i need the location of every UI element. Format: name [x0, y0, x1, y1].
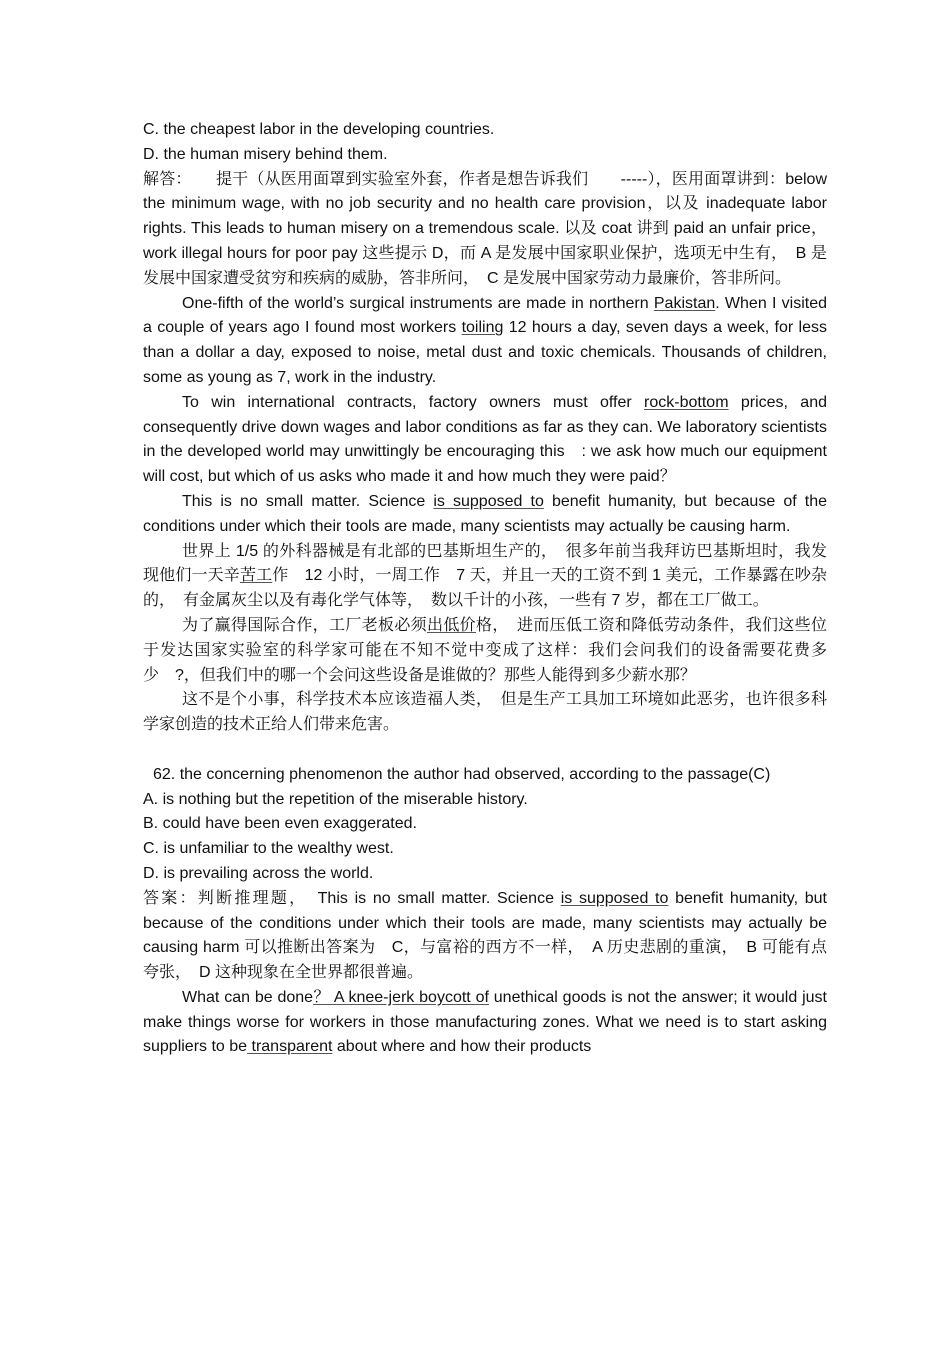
- option-d-prev: D. the human misery behind them.: [143, 145, 388, 163]
- underlined-transparent: transparent: [247, 1038, 333, 1056]
- question-62: 62. the concerning phenomenon the author had observed, according to the passage(C): [153, 765, 771, 783]
- underlined-knee-jerk-boycott: ？ A knee-jerk boycott of: [313, 988, 489, 1006]
- option-a-62: A. is nothing but the repetition of the miserable history.: [143, 790, 528, 808]
- option-c-62: C. is unfamiliar to the wealthy west.: [143, 840, 394, 858]
- passage-paragraph-2: To win international contracts, factory owners must offer rock-bottom prices, and consequently drive down wages and labor conditions as far as they can. We laboratory scientists in the developed world may unwittingly be encouraging this : we ask how much our equipment will cost, but which of us asks who made it and how much they were paid？: [143, 393, 827, 486]
- answer-explanation-62: 答案：判断推理题， This is no small matter. Science is supposed to benefit humanity, but because of the conditions under which their tools are made, many scientists may actually be causing harm 可以推断出答案为 C，与富裕的西方不一样， A 历史悲剧的重演， B 可能有点夸张， D 这种现象在全世界都很普遍。: [143, 889, 828, 982]
- underlined-cn-kugong: 苦工: [239, 567, 273, 585]
- option-d-62: D. is prevailing across the world.: [143, 864, 374, 882]
- option-c-prev: C. the cheapest labor in the developing countries.: [143, 121, 495, 138]
- underlined-cn-didijia: 出低价: [426, 616, 476, 634]
- translation-paragraph-1: 世界上 1/5 的外科器械是有北部的巴基斯坦生产的， 很多年前当我拜访巴基斯坦时，我发现他们一天辛苦工作 12 小时，一周工作 7 天，并且一天的工资不到 1 美元，工作暴露在吵杂的， 有金属灰尘以及有毒化学气体等， 数以千计的小孩，一些有 7 岁，都在工厂做工。: [143, 542, 827, 610]
- underlined-is-supposed-to-2: is supposed to: [560, 889, 669, 907]
- option-b-62: B. could have been even exaggerated.: [143, 815, 417, 833]
- answer-explanation-1: 解答： 提干（从医用面罩到实验室外套，作者是想告诉我们 -----），医用面罩讲到：below the minimum wage, with no job security and no health care provision，以及 inadequate labor rights. This leads to human misery on a tremendous scale. 以及 coat 讲到 paid an unfair price，work illegal hours for poor pay 这些提示 D，而 A 是发展中国家职业保护，选项无中生有， B 是发展中国家遭受贫穷和疾病的威胁，答非所问， C 是发展中国家劳动力最廉价，答非所问。: [143, 170, 827, 287]
- passage-paragraph-3: This is no small matter. Science is supposed to benefit humanity, but because of the conditions under which their tools are made, many scientists may actually be causing harm.: [143, 492, 828, 535]
- underlined-toiling: toiling: [461, 319, 504, 337]
- passage-paragraph-4: What can be done？ A knee-jerk boycott of unethical goods is not the answer; it would just make things worse for workers in those manufacturing zones. What we need is to start asking suppliers to be transparent about where and how their products: [143, 988, 827, 1056]
- underlined-is-supposed-to: is supposed to: [433, 492, 544, 510]
- document-page: [143, 118, 827, 1060]
- translation-paragraph-3: 这不是个小事，科学技术本应该造福人类， 但是生产工具加工环境如此恶劣，也许很多科学家创造的技术正给人们带来危害。: [143, 691, 827, 734]
- passage-paragraph-1: One-fifth of the world’s surgical instruments are made in northern Pakistan. When I visited a couple of years ago I found most workers toiling 12 hours a day, seven days a week, for less than a dollar a day, exposed to noise, metal dust and toxic chemicals. Thousands of children, some as young as 7, work in the industry.: [143, 294, 828, 386]
- underlined-pakistan: Pakistan: [653, 294, 716, 312]
- blank-line: [143, 738, 827, 763]
- translation-paragraph-2: 为了赢得国际合作，工厂老板必须出低价格， 进而压低工资和降低劳动条件，我们这些位于发达国家实验室的科学家可能在不知不觉中变成了这样：我们会问我们的设备需要花费多少 ?，但我们中的哪一个会问这些设备是谁做的？那些人能得到多少薪水那？: [143, 616, 827, 684]
- underlined-rock-bottom: rock-bottom: [644, 393, 729, 411]
